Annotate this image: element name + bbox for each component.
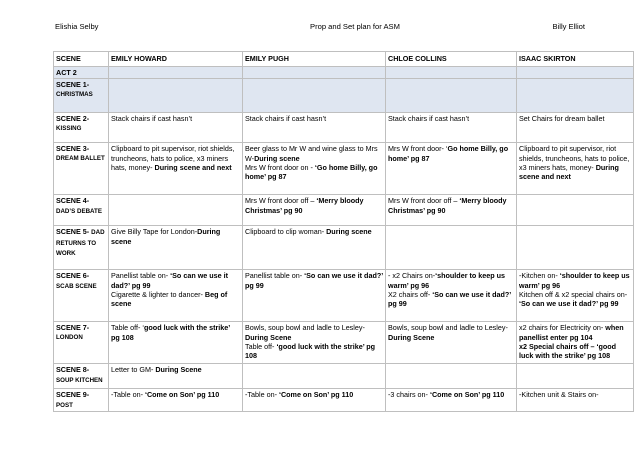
cell-chloe-collins: Mrs W front door- ‘Go home Billy, go home’ pg 87 bbox=[386, 143, 517, 195]
table-row-scene-3 bbox=[54, 143, 634, 195]
table-row-scene-7 bbox=[54, 322, 634, 364]
cell-emily-howard: Stack chairs if cast hasn’t bbox=[109, 113, 243, 143]
column-header-chloe-collins: CHLOE COLLINS bbox=[386, 52, 517, 67]
scene-cell bbox=[54, 322, 109, 364]
scene-subtitle: SOUP KITCHEN bbox=[56, 376, 103, 384]
page-header bbox=[55, 22, 585, 34]
column-header-scene: SCENE bbox=[54, 52, 109, 67]
scene-cell bbox=[54, 389, 109, 412]
prop-set-plan-table bbox=[53, 51, 634, 412]
scene-label: SCENE 6- bbox=[56, 271, 90, 281]
table-row-scene-2 bbox=[54, 113, 634, 143]
cell-isaac-skirton bbox=[517, 195, 634, 226]
scene-label: SCENE 2- bbox=[56, 114, 90, 124]
column-header-emily-howard: EMILY HOWARD bbox=[109, 52, 243, 67]
table-row-scene-5 bbox=[54, 226, 634, 270]
scene-label: SCENE 9- bbox=[56, 390, 90, 400]
scene-subtitle: DAD RETURNS TO WORK bbox=[56, 229, 105, 257]
cell-isaac-skirton: -Kitchen unit & Stairs on- bbox=[517, 389, 634, 412]
document-title: Prop and Set plan for ASM bbox=[310, 22, 400, 31]
scene-cell bbox=[54, 364, 109, 389]
cell-isaac-skirton: Set Chairs for dream ballet bbox=[517, 113, 634, 143]
table-header-row bbox=[54, 52, 634, 67]
cell-emily-pugh: Stack chairs if cast hasn’t bbox=[243, 113, 386, 143]
scene-cell bbox=[54, 195, 109, 226]
cell-emily-howard: Panellist table on- ‘So can we use it dad?’ pg 99 Cigarette & lighter to dancer- Beg of scene bbox=[109, 270, 243, 322]
scene-subtitle: LONDON bbox=[56, 333, 83, 341]
cell-emily-howard: Clipboard to pit supervisor, riot shields, truncheons, hats to police, x3 miners hats, money- During scene and next bbox=[109, 143, 243, 195]
cell-emily-howard: Letter to GM- During Scene bbox=[109, 364, 243, 389]
cell-chloe-collins: Mrs W front door off – ‘Merry bloody Christmas’ pg 90 bbox=[386, 195, 517, 226]
cell-emily-howard bbox=[109, 195, 243, 226]
table-row-scene-9 bbox=[54, 389, 634, 412]
cell-emily-pugh: -Table on- ‘Come on Son’ pg 110 bbox=[243, 389, 386, 412]
cell-emily-pugh bbox=[243, 364, 386, 389]
cell-chloe-collins bbox=[386, 364, 517, 389]
scene-subtitle: KISSING bbox=[56, 124, 82, 132]
scene-cell bbox=[54, 270, 109, 322]
cell-isaac-skirton: x2 chairs for Electricity on- when panellist enter pg 104 x2 Special chairs off – ‘good luck with the strike’ pg 108 bbox=[517, 322, 634, 364]
scene-cell bbox=[54, 226, 109, 270]
table-row-scene-1 bbox=[54, 79, 634, 113]
cell-isaac-skirton bbox=[517, 364, 634, 389]
author-name: Elishia Selby bbox=[55, 22, 99, 31]
scene-subtitle: CHRISTMAS bbox=[56, 90, 93, 98]
scene-label: SCENE 8- bbox=[56, 365, 90, 375]
cell-emily-pugh: Bowls, soup bowl and ladle to Lesley- During Scene Table off- ‘good luck with the strike’ pg 108 bbox=[243, 322, 386, 364]
cell-chloe-collins: Stack chairs if cast hasn’t bbox=[386, 113, 517, 143]
cell-chloe-collins: - x2 Chairs on-‘shoulder to keep us warm’ pg 96 X2 chairs off- ‘So can we use it dad?’ pg 99 bbox=[386, 270, 517, 322]
scene-label: SCENE 4- bbox=[56, 196, 90, 206]
cell-emily-howard: Give Billy Tape for London-During scene bbox=[109, 226, 243, 270]
scene-label: ACT 2 bbox=[56, 68, 77, 77]
cell-chloe-collins: -3 chairs on- ‘Come on Son’ pg 110 bbox=[386, 389, 517, 412]
scene-subtitle: DAD’S DEBATE bbox=[56, 207, 102, 215]
scene-label: SCENE 5- bbox=[56, 227, 90, 237]
scene-cell bbox=[54, 67, 109, 79]
cell-emily-howard: Table off- ‘good luck with the strike’ pg 108 bbox=[109, 322, 243, 364]
column-header-emily-pugh: EMILY PUGH bbox=[243, 52, 386, 67]
cell-emily-pugh: Mrs W front door off – ‘Merry bloody Christmas’ pg 90 bbox=[243, 195, 386, 226]
scene-subtitle: POST bbox=[56, 401, 73, 409]
table-row-act2 bbox=[54, 67, 634, 79]
cell-isaac-skirton: Clipboard to pit supervisor, riot shields, truncheons, hats to police, x3 miners hats, money- During scene and next bbox=[517, 143, 634, 195]
cell-chloe-collins bbox=[386, 226, 517, 270]
column-header-isaac-skirton: ISAAC SKIRTON bbox=[517, 52, 634, 67]
cell-emily-pugh: Clipboard to clip woman- During scene bbox=[243, 226, 386, 270]
cell-emily-pugh: Panellist table on- ‘So can we use it dad?’ pg 99 bbox=[243, 270, 386, 322]
scene-label: SCENE 1- bbox=[56, 80, 90, 90]
scene-cell bbox=[54, 143, 109, 195]
show-title: Billy Elliot bbox=[552, 22, 585, 31]
scene-label: SCENE 7- bbox=[56, 323, 90, 333]
scene-subtitle: SCAB SCENE bbox=[56, 282, 97, 290]
table-row-scene-4 bbox=[54, 195, 634, 226]
cell-chloe-collins: Bowls, soup bowl and ladle to Lesley- During Scene bbox=[386, 322, 517, 364]
cell-emily-pugh: Beer glass to Mr W and wine glass to Mrs W-During scene Mrs W front door on - ‘Go home Billy, go home’ pg 87 bbox=[243, 143, 386, 195]
table-row-scene-8 bbox=[54, 364, 634, 389]
scene-cell bbox=[54, 113, 109, 143]
scene-subtitle: DREAM BALLET bbox=[56, 154, 105, 162]
cell-isaac-skirton bbox=[517, 226, 634, 270]
cell-isaac-skirton: -Kitchen on- ‘shoulder to keep us warm’ pg 96 Kitchen off & x2 special chairs on- ‘So can we use it dad?’ pg 99 bbox=[517, 270, 634, 322]
scene-label: SCENE 3- bbox=[56, 144, 90, 154]
cell-emily-howard: -Table on- ‘Come on Son’ pg 110 bbox=[109, 389, 243, 412]
table-row-scene-6 bbox=[54, 270, 634, 322]
scene-cell bbox=[54, 79, 109, 113]
